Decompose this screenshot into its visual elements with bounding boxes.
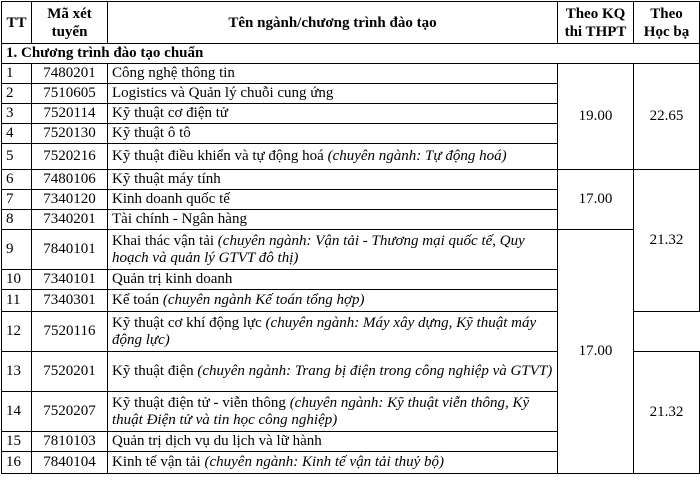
score-thpt-group2: 17.00 bbox=[558, 170, 634, 230]
row-code: 7520116 bbox=[32, 312, 108, 352]
row-name bbox=[108, 170, 558, 190]
row-code: 7340201 bbox=[32, 210, 108, 230]
table-row bbox=[2, 230, 700, 270]
row-title: Kế toán bbox=[112, 292, 160, 308]
header-name: Tên ngành/chương trình đào tạo bbox=[108, 2, 558, 44]
row-note: (chuyên ngành: Tự động hoá) bbox=[327, 148, 507, 164]
row-tt: 6 bbox=[2, 170, 32, 190]
row-title: Tài chính - Ngân hàng bbox=[112, 211, 247, 227]
row-name bbox=[108, 230, 558, 270]
row-tt: 3 bbox=[2, 104, 32, 124]
score-hocba-group2: 21.32 bbox=[634, 170, 700, 312]
row-name bbox=[108, 124, 558, 144]
score-hocba-group1: 22.65 bbox=[634, 64, 700, 170]
row-title: Kỹ thuật cơ khí động lực bbox=[112, 314, 262, 331]
row-title: Quản trị dịch vụ du lịch và lữ hành bbox=[112, 433, 322, 449]
row-tt: 4 bbox=[2, 124, 32, 144]
table-row bbox=[2, 64, 700, 84]
row-tt: 2 bbox=[2, 84, 32, 104]
row-title: Kinh doanh quốc tế bbox=[112, 191, 230, 207]
row-tt: 13 bbox=[2, 352, 32, 392]
row-title: Kinh tế vận tải bbox=[112, 454, 201, 470]
row-title: Kỹ thuật cơ điện tử bbox=[112, 105, 229, 121]
row-note: (chuyên ngành: Kỹ thuật viễn thông, Kỹ thuật Điện tử và tin học công nghiệp) bbox=[112, 394, 530, 428]
row-code: 7810103 bbox=[32, 432, 108, 452]
row-code: 7520216 bbox=[32, 144, 108, 170]
section-title: 1. Chương trình đào tạo chuẩn bbox=[2, 44, 700, 64]
row-code: 7480106 bbox=[32, 170, 108, 190]
row-tt: 14 bbox=[2, 392, 32, 432]
row-name bbox=[108, 392, 558, 432]
row-code: 7340301 bbox=[32, 290, 108, 312]
row-tt: 8 bbox=[2, 210, 32, 230]
row-name bbox=[108, 432, 558, 452]
row-tt: 1 bbox=[2, 64, 32, 84]
row-name bbox=[108, 290, 558, 312]
row-name bbox=[108, 452, 558, 474]
row-code: 7480201 bbox=[32, 64, 108, 84]
row-code: 7520130 bbox=[32, 124, 108, 144]
header-code: Mã xét tuyển bbox=[32, 2, 108, 44]
row-name bbox=[108, 210, 558, 230]
row-title: Công nghệ thông tin bbox=[112, 65, 235, 81]
row-tt: 12 bbox=[2, 312, 32, 352]
row-title: Kỹ thuật điều khiển và tự động hoá bbox=[112, 148, 324, 164]
row-tt: 5 bbox=[2, 144, 32, 170]
row-name bbox=[108, 352, 558, 392]
score-thpt-group3: 17.00 bbox=[558, 230, 634, 474]
row-code: 7840101 bbox=[32, 230, 108, 270]
row-note: (chuyên ngành Kế toán tổng hợp) bbox=[162, 292, 365, 308]
row-note: (chuyên ngành: Kinh tế vận tải thuỷ bộ) bbox=[204, 454, 445, 470]
header-row bbox=[2, 2, 700, 44]
row-title: Logistics và Quản lý chuỗi cung ứng bbox=[112, 85, 334, 101]
row-code: 7520201 bbox=[32, 352, 108, 392]
row-name bbox=[108, 104, 558, 124]
row-name bbox=[108, 190, 558, 210]
row-name bbox=[108, 144, 558, 170]
row-tt: 16 bbox=[2, 452, 32, 474]
row-code: 7520114 bbox=[32, 104, 108, 124]
admission-score-table bbox=[1, 1, 700, 474]
row-code: 7340101 bbox=[32, 270, 108, 290]
row-title: Kỹ thuật điện bbox=[112, 363, 194, 379]
row-title: Khai thác vận tải bbox=[112, 232, 215, 249]
row-tt: 10 bbox=[2, 270, 32, 290]
row-tt: 11 bbox=[2, 290, 32, 312]
score-thpt-group1: 19.00 bbox=[558, 64, 634, 170]
row-tt: 7 bbox=[2, 190, 32, 210]
header-thpt: Theo KQ thi THPT bbox=[558, 2, 634, 44]
row-code: 7510605 bbox=[32, 84, 108, 104]
row-name bbox=[108, 312, 558, 352]
row-tt: 15 bbox=[2, 432, 32, 452]
row-code: 7520207 bbox=[32, 392, 108, 432]
row-name bbox=[108, 64, 558, 84]
row-tt: 9 bbox=[2, 230, 32, 270]
row-title: Kỹ thuật ô tô bbox=[112, 125, 191, 141]
row-code: 7840104 bbox=[32, 452, 108, 474]
row-title: Kỹ thuật máy tính bbox=[112, 171, 221, 187]
row-note: (chuyên ngành: Máy xây dựng, Kỹ thuật máy động lực) bbox=[112, 314, 537, 348]
header-hocba: Theo Học bạ bbox=[634, 2, 700, 44]
row-title: Quản trị kinh doanh bbox=[112, 271, 233, 287]
table-row bbox=[2, 170, 700, 190]
score-hocba-group3: 21.32 bbox=[634, 352, 700, 474]
section-row bbox=[2, 44, 700, 64]
row-note: (chuyên ngành: Trang bị điện trong công nghiệp và GTVT) bbox=[197, 363, 553, 379]
header-tt: TT bbox=[2, 2, 32, 44]
row-note: (chuyên ngành: Vận tải - Thương mại quốc tế, Quy hoạch và quản lý GTVT đô thị) bbox=[112, 232, 525, 266]
row-title: Kỹ thuật điện tử - viễn thông bbox=[112, 394, 286, 411]
row-name bbox=[108, 270, 558, 290]
row-code: 7340120 bbox=[32, 190, 108, 210]
row-name bbox=[108, 84, 558, 104]
